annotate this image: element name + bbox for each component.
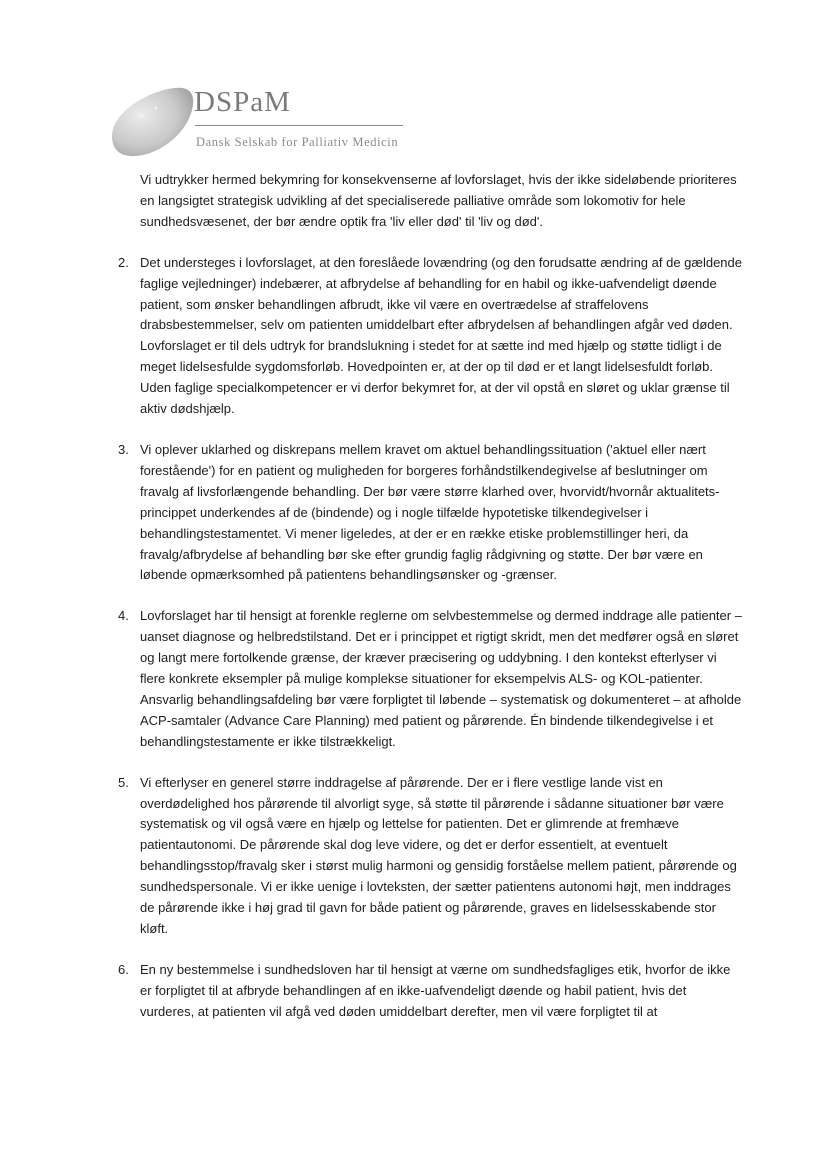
list-item: [118, 773, 743, 940]
item-text: En ny bestemmelse i sundhedsloven har til hensigt at værne om sundhedsfagliges etik, hvorfor de ikke er forpligtet til at afbryde behandlingen af en ikke-uafvendeligt døende og habil patient, hvis det vurderes, at patienten vil afgå ved døden umiddelbart derefter, men vil være forpligtet til at: [140, 961, 731, 1019]
list-item: [118, 440, 743, 586]
logo-divider: [195, 125, 403, 126]
item-text: Lovforslaget har til hensigt at forenkle reglerne om selvbestemmelse og dermed inddrage alle patienter – uanset diagnose og helbredstilstand. Det er i princippet et rigtigt skridt, men det medfører også en sløret og langt mere fortolkende grænse, der kræver præcisering og uddybning. I den kontekst efterlyser vi flere konkrete eksempler på mulige komplekse situationer for eksempelvis ALS- og KOL-patienter. Ansvarlig behandlingsafdeling bør være forpligtet til løbende – systematisk og dokumenteret – at afholde ACP-samtaler (Advance Care Planning) med patient og pårørende. Én bindende tilkendegivelse i et behandlingstestamente er ikke tilstrækkeligt.: [140, 608, 742, 749]
logo-subtitle: Dansk Selskab for Palliativ Medicin: [196, 135, 399, 149]
item-text: Det understeges i lovforslaget, at den foreslåede lovændring (og den forudsatte ændring af de gældende faglige vejledninger) indebærer, at afbrydelse af behandling for en habil og ikke-uafvendeligt døende patient, som ønsker behandlingen afbrudt, ikke vil være en overtrædelse af straffelovens drabsbestemmelser, selv om patienten umiddelbart efter afbrydelsen af behandlingen afgår ved døden. Lovforslaget er til dels udtryk for brandslukning i stedet for at sætte ind med hjælp og støtte tidligt i de meget lidelsesfulde sygdomsforløb. Hovedpointen er, at der op til død er et langt lidelsesfuldt forløb. Uden faglige specialkompetencer er vi derfor bekymret for, at der vil opstå en sløret og uklar grænse til aktiv dødshjælp.: [140, 254, 742, 417]
item-number: 2.: [118, 254, 129, 270]
letterhead: [104, 84, 424, 164]
list-item: [118, 606, 743, 752]
document-body: [118, 170, 743, 1023]
dspam-logo-icon: [104, 84, 200, 160]
list-item: [118, 960, 743, 1023]
item-number: 5.: [118, 774, 129, 790]
list-item: [118, 253, 743, 420]
intro-paragraph: Vi udtrykker hermed bekymring for konsekvenserne af lovforslaget, hvis der ikke sideløbende prioriteres en langsigtet strategisk udvikling af det specialiserede palliative område som lokomotiv for hele sundhedsvæsenet, der bør ændre optik fra 'liv eller død' til 'liv og død'.: [140, 172, 737, 229]
item-text: Vi efterlyser en generel større inddragelse af pårørende. Der er i flere vestlige lande vist en overdødelighed hos pårørende til alvorligt syge, så støtte til pårørende i sådanne situationer bør være systematisk og vil også være en hjælp og lettelse for patienten. Det er glimrende at fremhæve patientautonomi. De pårørende skal dog leve videre, og det er derfor essentielt, at eventuelt behandlingsstop/fravalg sker i størst mulig harmoni og gensidig forståelse mellem patient, pårørende og sundhedspersonale. Vi er ikke uenige i lovteksten, der sætter patientens autonomi højt, men inddrages de pårørende ikke i høj grad til gavn for både patient og pårørende, graves en lidelsesskabende stor kløft.: [140, 774, 737, 936]
logo-title: DSPaM: [194, 86, 291, 118]
item-number: 6.: [118, 961, 129, 977]
item-text: Vi oplever uklarhed og diskrepans mellem kravet om aktuel behandlingssituation ('aktuel eller nært forestående') for en patient og muligheden for borgeres forhåndstilkendegivelse af beslutninger om fravalg af livsforlængende behandling. Der bør være større klarhed over, hvorvidt/hvornår aktualitets-princippet underkendes af de (bindende) og i nogle tilfælde hypotetiske tilkendegivelser i behandlingstestamentet. Vi mener ligeledes, at der er en række etiske problemstillinger heri, da fravalg/afbrydelse af behandling bør ske efter grundig faglig rådgivning og støtte. Der bør være en løbende opmærksomhed på patientens behandlingsønsker og -grænser.: [140, 441, 720, 583]
item-number: 4.: [118, 608, 129, 624]
item-number: 3.: [118, 441, 129, 457]
